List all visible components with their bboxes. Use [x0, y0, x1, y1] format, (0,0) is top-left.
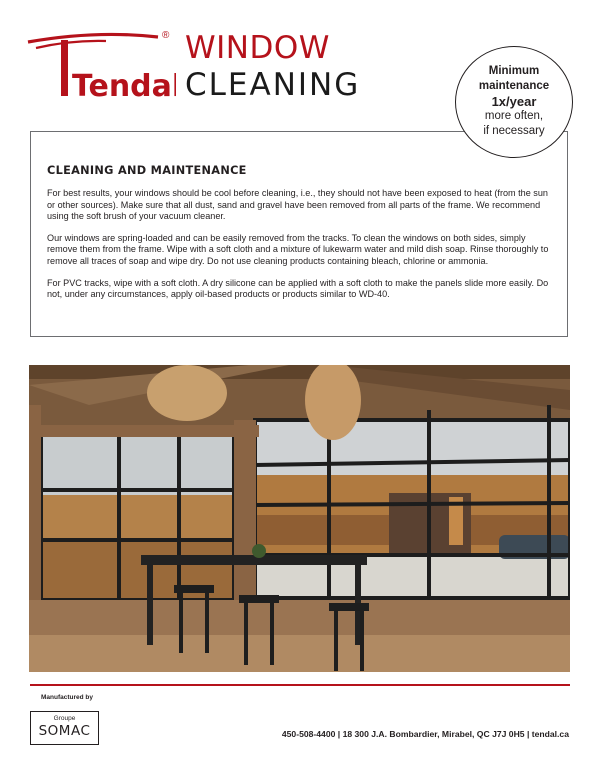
page-title	[185, 30, 361, 103]
badge-line-4: more often,	[484, 110, 544, 122]
manufactured-by-label: Manufactured by	[41, 694, 94, 701]
badge-line-5: if necessary	[483, 125, 545, 137]
logo-wordmark: Tendal	[72, 69, 176, 102]
cleaning-section	[30, 131, 568, 337]
paragraph-1: For best results, your windows should be cool before cleaning, i.e., they should not have been exposed to heat (from the sun or other sources). Make sure that all dust, sand and gravel have been removed from all parts of the frame. We recommend using the soft brush of your vacuum cleaner.	[47, 188, 548, 222]
title-line-1: WINDOW	[185, 30, 330, 66]
somac-logo	[30, 711, 99, 745]
sunroom-illustration	[29, 365, 570, 672]
paragraph-2: Our windows are spring-loaded and can be easily removed from the tracks. To clean the windows on both sides, simply remove them from the frame. Wipe with a soft cloth and a mixture of lukewarm water and mild dish soap. Rinse thoroughly to remove all traces of soap and wipe dry. Do not use cleaning products containing bleach, chlorine or ammonia.	[47, 232, 549, 266]
maintenance-badge	[455, 46, 573, 158]
contact-info: 450-508-4400 | 18 300 J.A. Bombardier, Mirabel, QC J7J 0H5 | tendal.ca	[281, 729, 569, 739]
somac-name: SOMAC	[38, 723, 91, 739]
title-line-2: CLEANING	[185, 67, 361, 103]
somac-group-label: Groupe	[53, 715, 76, 722]
badge-line-2: maintenance	[478, 80, 550, 92]
sunroom-photo	[29, 365, 570, 672]
footer-divider	[30, 684, 570, 686]
registered-mark: ®	[162, 30, 170, 41]
section-heading: CLEANING AND MAINTENANCE	[47, 164, 247, 177]
tendal-logo	[26, 28, 176, 102]
paragraph-3: For PVC tracks, wipe with a soft cloth. A dry silicone can be applied with a soft cloth to make the panels slide more easily. Do not, under any circumstances, apply oil-based products or products similar to WD-40.	[47, 277, 549, 300]
badge-frequency: 1x/year	[491, 94, 537, 109]
tendal-logo-graphic	[26, 28, 176, 102]
badge-line-1: Minimum	[488, 65, 540, 77]
